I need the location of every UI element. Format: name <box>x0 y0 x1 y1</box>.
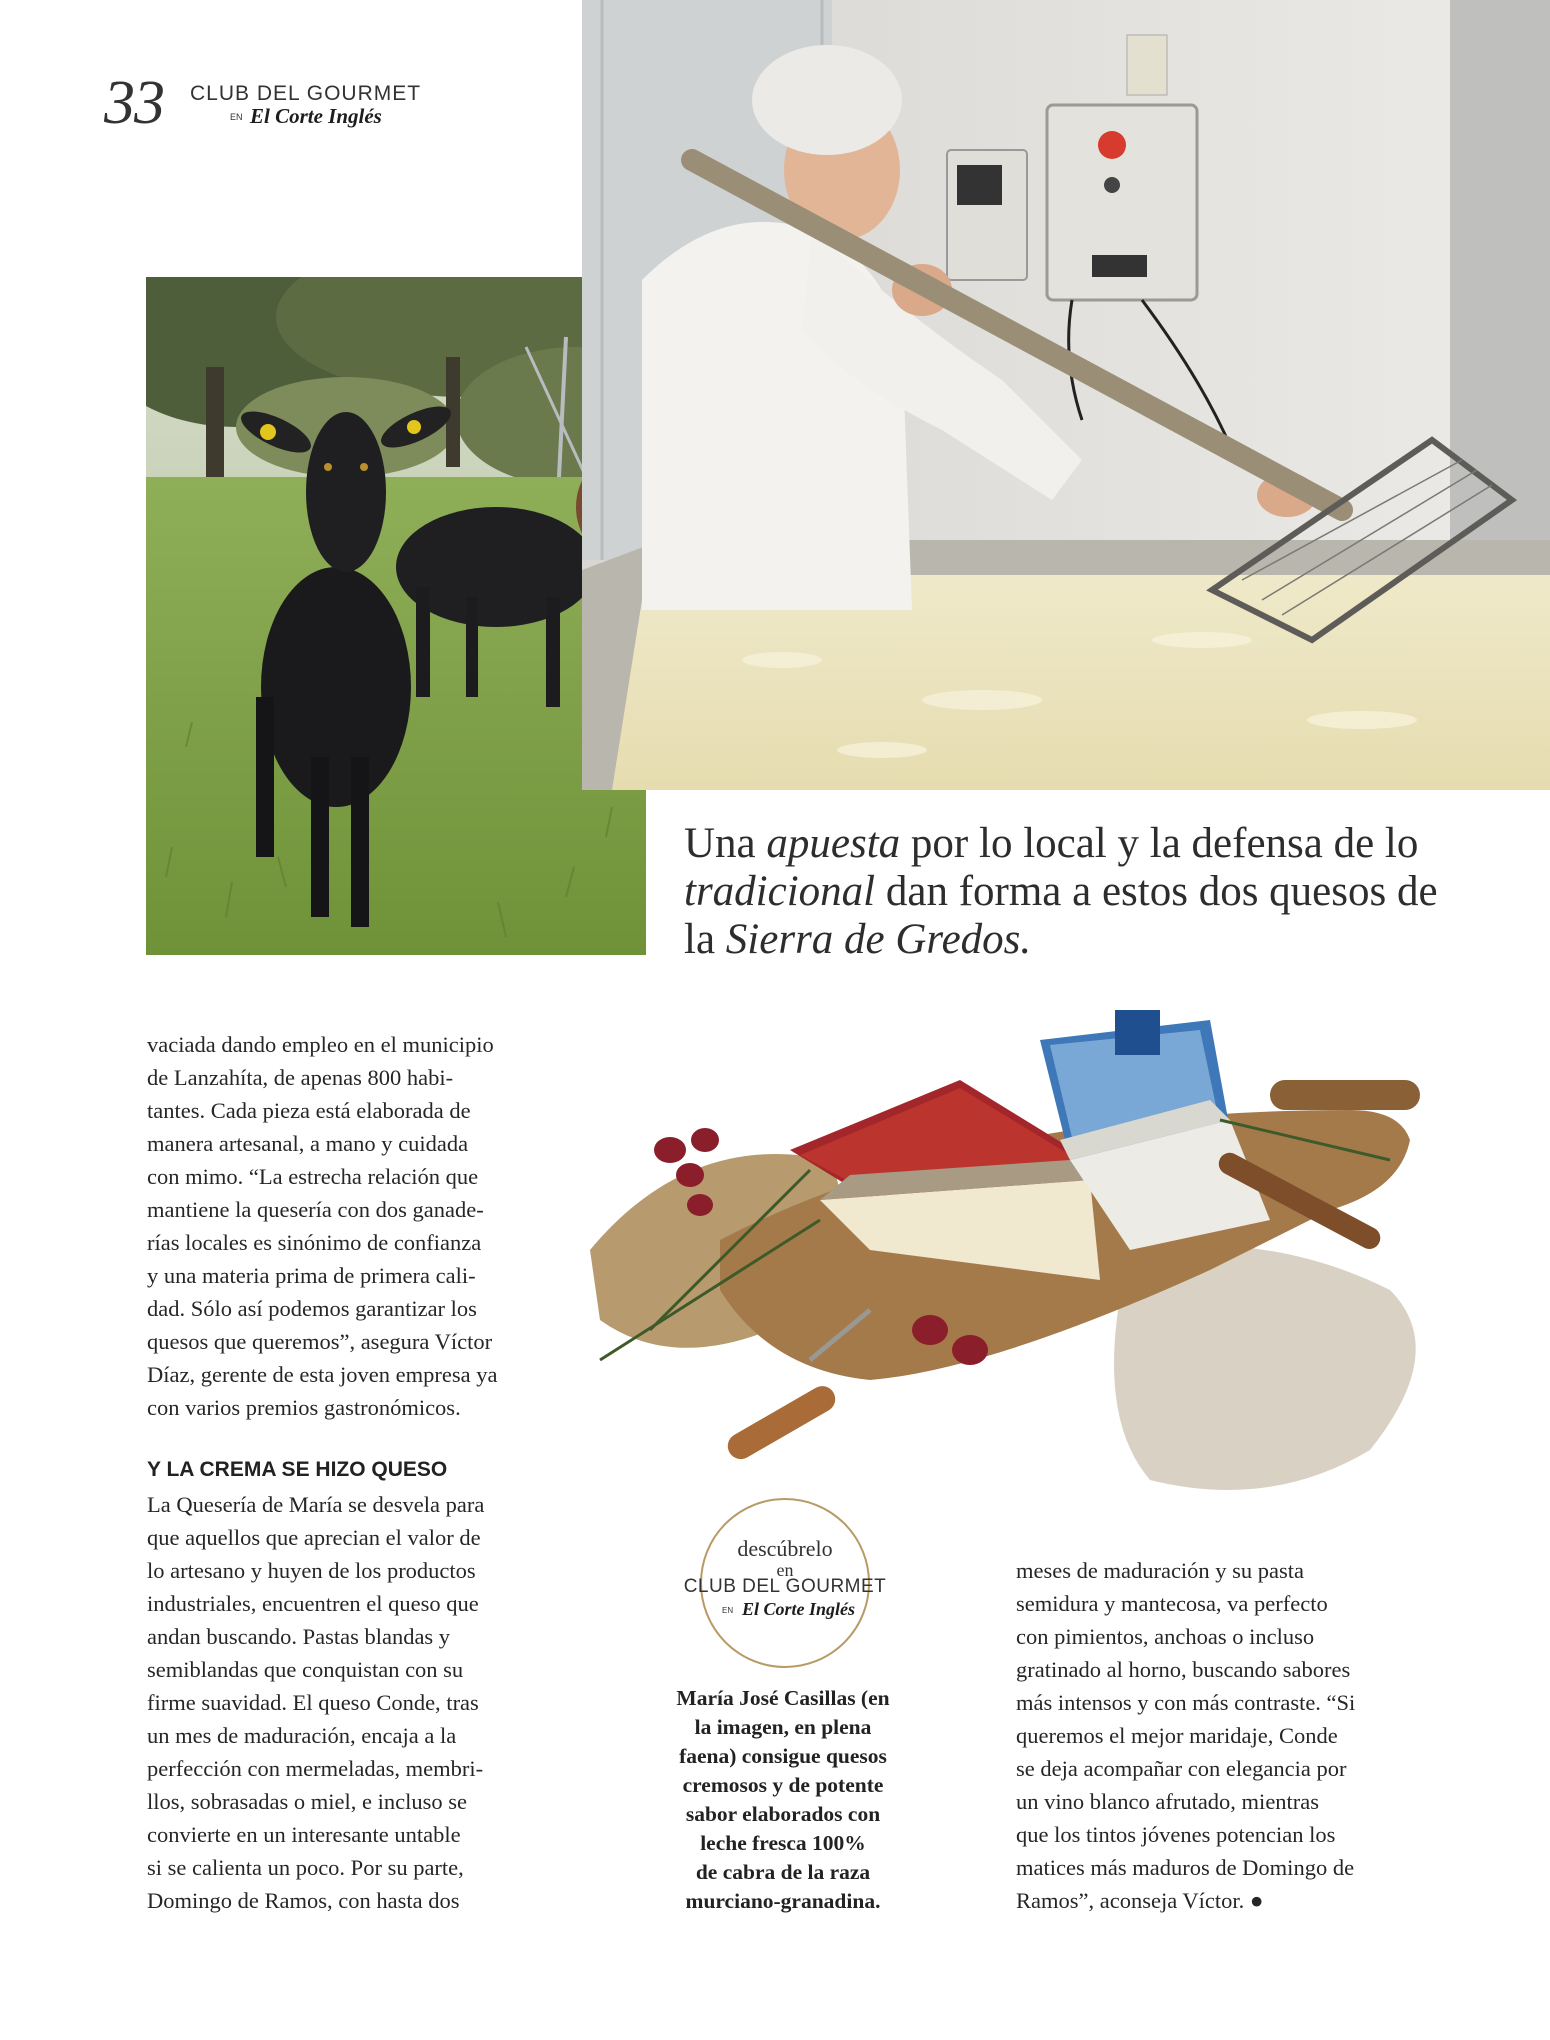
body-text-left-top <box>147 1028 567 1424</box>
brand-title: CLUB DEL GOURMET <box>190 82 422 105</box>
pull-quote: Una apuesta por lo local y la defensa de lo tradicional dan forma a estos dos quesos de la Sierra de Gredos. <box>684 820 1438 963</box>
cheesemaker-photo <box>582 0 1550 790</box>
paragraph: vaciada dando empleo en el municipio de Lanzahíta, de apenas 800 habi- tantes. Cada pieza está elaborada de manera artesanal, a mano y cuidada con mimo. “La estrecha relación que mantiene la quesería con dos ganade- rías locales es sinónimo de confianza y una materia prima de primera cali- dad. Sólo así podemos garantizar los quesos que queremos”, asegura Víctor Díaz, gerente de esta joven empresa ya con varios premios gastronómicos. <box>147 1032 498 1420</box>
brand-en-label: EN <box>230 112 243 122</box>
paragraph: La Quesería de María se desvela para que aquellos que aprecian el valor de lo artesano y huyen de los productos industriales, encuentren el queso que andan buscando. Pastas blandas y semiblandas que conquistan con su firme suavidad. El queso Conde, tras un mes de maduración, encaja a la perfección con mermeladas, membri- llos, sobrasadas o miel, e incluso se convierte en un interesante untable si se calienta un poco. Por su parte, Domingo de Ramos, con hasta dos <box>147 1492 485 1913</box>
goat-photo <box>146 277 646 955</box>
paragraph: meses de maduración y su pasta semidura y mantecosa, va perfecto con pimientos, anchoas o incluso gratinado al horno, buscando sabores más intensos y con más contraste. “Si queremos el mejor maridaje, Conde se deja acompañar con elegancia por un vino blanco afrutado, mientras que los tintos jóvenes potencian los matices más maduros de Domingo de Ramos”, aconseja Víctor. ● <box>1016 1558 1356 1913</box>
club-del-gourmet-badge <box>683 1498 887 1668</box>
page-number: 33 <box>104 69 164 137</box>
badge-logo: El Corte Inglés <box>742 1599 856 1619</box>
badge-line-en: en <box>776 1560 794 1580</box>
el-corte-ingles-logo: El Corte Inglés <box>250 104 382 128</box>
body-text-right <box>1016 1554 1436 1917</box>
badge-line-en-small: EN <box>722 1606 734 1615</box>
section-subheading: Y LA CREMA SE HIZO QUESO <box>147 1458 448 1481</box>
body-text-left-bottom <box>147 1488 567 1917</box>
cheese-board-photo <box>570 990 1470 1520</box>
badge-line-discover: descúbrelo <box>737 1536 833 1561</box>
photo-caption: María José Casillas (en la imagen, en plena faena) consigue quesos cremosos y de potente sabor elaborados con leche fresca 100% de cabra de la raza murciano-granadina. <box>676 1686 890 1913</box>
badge-line-brand: CLUB DEL GOURMET <box>683 1576 887 1597</box>
